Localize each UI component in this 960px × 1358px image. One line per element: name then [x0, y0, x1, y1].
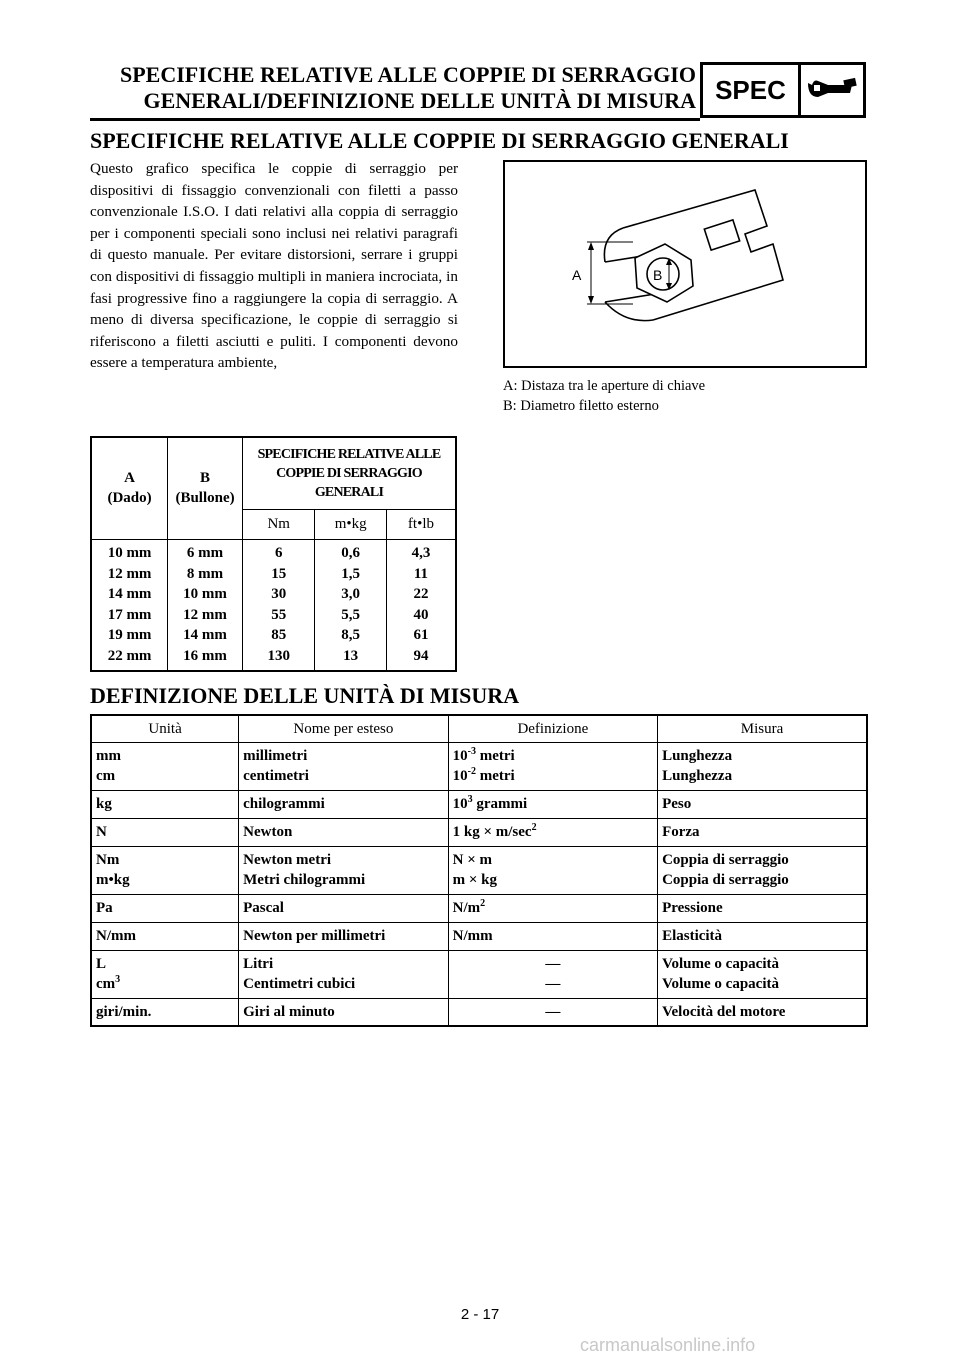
col-header-a: A (Dado) — [91, 437, 168, 539]
name-cell: millimetri — [243, 748, 308, 764]
name-cell: Newton per millimetri — [239, 922, 448, 950]
unit-mkg: m•kg — [315, 509, 387, 539]
unit-nm: Nm — [242, 509, 314, 539]
definition-cell: $10^{-2}$ metri — [452, 766, 515, 784]
measure-cell: Pressione — [658, 894, 867, 922]
unit-cell: Pa — [91, 894, 239, 922]
name-cell: Metri chilogrammi — [243, 872, 366, 888]
name-cell: centimetri — [243, 768, 309, 784]
torque-table — [90, 436, 457, 672]
name-cell: Giri al minuto — [239, 998, 448, 1026]
wrench-figure — [503, 160, 867, 368]
name-cell: Newton metri — [243, 852, 332, 868]
definition-cell: $N/m^2$ — [448, 894, 657, 922]
page-header-title — [90, 62, 696, 114]
name-cell: Pascal — [239, 894, 448, 922]
header-line-2: GENERALI/DEFINIZIONE DELLE UNITÀ DI MISURA — [143, 88, 696, 113]
unit-cell: mm — [96, 748, 121, 764]
header-rule — [90, 118, 700, 121]
unit-ftlb: ft•lb — [386, 509, 456, 539]
unit-cell: N — [91, 818, 239, 846]
caption-b: B: Diametro filetto esterno — [503, 398, 659, 414]
values-mkg: 0,6 1,5 3,0 5,5 8,5 13 — [315, 539, 387, 671]
definition-cell: — — [448, 998, 657, 1026]
measure-cell: Volume o capacità — [662, 956, 780, 972]
header-misura: Misura — [658, 715, 867, 742]
unit-cell: m•kg — [96, 872, 130, 888]
measure-cell: Forza — [658, 818, 867, 846]
unit-cell: giri/min. — [91, 998, 239, 1026]
table-row — [91, 818, 867, 846]
header-line-1: SPECIFICHE RELATIVE ALLE COPPIE DI SERRAGGIO — [120, 62, 696, 87]
figure-label-b: B — [653, 267, 663, 283]
table-row — [91, 742, 867, 790]
values-nm: 6 15 30 55 85 130 — [242, 539, 314, 671]
measure-cell: Volume o capacità — [662, 976, 780, 992]
unit-cell: kg — [91, 790, 239, 818]
definition-cell: N × m — [452, 852, 492, 868]
values-ftlb: 4,3 11 22 40 61 94 — [386, 539, 456, 671]
name-cell: Newton — [239, 818, 448, 846]
measure-cell: Lunghezza — [662, 748, 733, 764]
definition-cell: 1 kg × $m/\sec^2$ — [448, 818, 657, 846]
wrench-icon — [801, 65, 863, 115]
section-title-units: DEFINIZIONE DELLE UNITÀ DI MISURA — [90, 683, 520, 708]
values-b: 6 mm 8 mm 10 mm 12 mm 14 mm 16 mm — [168, 539, 243, 671]
definition-cell: $10^3$ grammi — [448, 790, 657, 818]
table-row — [91, 922, 867, 950]
units-table — [90, 714, 868, 1027]
unit-cell: cm — [96, 768, 116, 784]
unit-cell: Nm — [96, 852, 120, 868]
col-header-b: B (Bullone) — [168, 437, 243, 539]
name-cell: Litri — [243, 956, 274, 972]
intro-paragraph: Questo grafico specifica le coppie di serraggio per dispositivi di fissaggio convenzionali con filetti a passo convenzionale I.S.O. I dati relativi alla coppia di serraggio per i componenti speciali sono inclusi nei relativi paragrafi di questo manuale. Per evitare distorsioni, serrare i gruppi con dispositivi di fissaggio multipli in maniera incrociata, in fasi progressive fino a raggiungere la copia di serraggio. A meno di diversa specificazione, le coppie di serraggio si riferiscono a filetti asciutti e puliti. I componenti devono essere a temperatura ambiente, — [90, 160, 458, 372]
header-definizione: Definizione — [448, 715, 657, 742]
section-title-torque: SPECIFICHE RELATIVE ALLE COPPIE DI SERRAGGIO GENERALI — [90, 128, 789, 153]
page-number: 2 - 17 — [460, 1306, 500, 1323]
values-a: 10 mm 12 mm 14 mm 17 mm 19 mm 22 mm — [91, 539, 168, 671]
col-header-spec: SPECIFICHE RELATIVE ALLE COPPIE DI SERRAGGIO GENERALI — [242, 437, 456, 509]
unit-cell: $cm^3$ — [96, 974, 121, 992]
definition-cell: $10^{-3}$ metri — [452, 746, 515, 764]
measure-cell: Lunghezza — [662, 768, 733, 784]
spec-badge-label: SPEC — [703, 65, 801, 115]
definition-cell: — — [545, 976, 561, 992]
table-row — [91, 998, 867, 1026]
name-cell: Centimetri cubici — [243, 976, 356, 992]
name-cell: chilogrammi — [239, 790, 448, 818]
watermark: carmanualsonline.info — [580, 1335, 756, 1355]
definition-cell: m × kg — [452, 872, 498, 888]
header-nome: Nome per esteso — [239, 715, 448, 742]
measure-cell: Coppia di serraggio — [662, 852, 789, 868]
figure-caption — [503, 376, 705, 416]
measure-cell: Peso — [658, 790, 867, 818]
spec-badge — [700, 62, 866, 118]
unit-cell: N/mm — [91, 922, 239, 950]
measure-cell: Coppia di serraggio — [662, 872, 789, 888]
definition-cell: — — [545, 956, 561, 972]
measure-cell: Velocità del motore — [658, 998, 867, 1026]
table-row — [91, 790, 867, 818]
unit-cell: L — [96, 956, 107, 972]
header-unita: Unità — [91, 715, 239, 742]
definition-cell: N/mm — [448, 922, 657, 950]
table-row — [91, 846, 867, 894]
table-row — [91, 950, 867, 998]
table-row — [91, 894, 867, 922]
figure-label-a: A — [572, 267, 582, 283]
caption-a: A: Distaza tra le aperture di chiave — [503, 378, 706, 394]
measure-cell: Elasticità — [658, 922, 867, 950]
